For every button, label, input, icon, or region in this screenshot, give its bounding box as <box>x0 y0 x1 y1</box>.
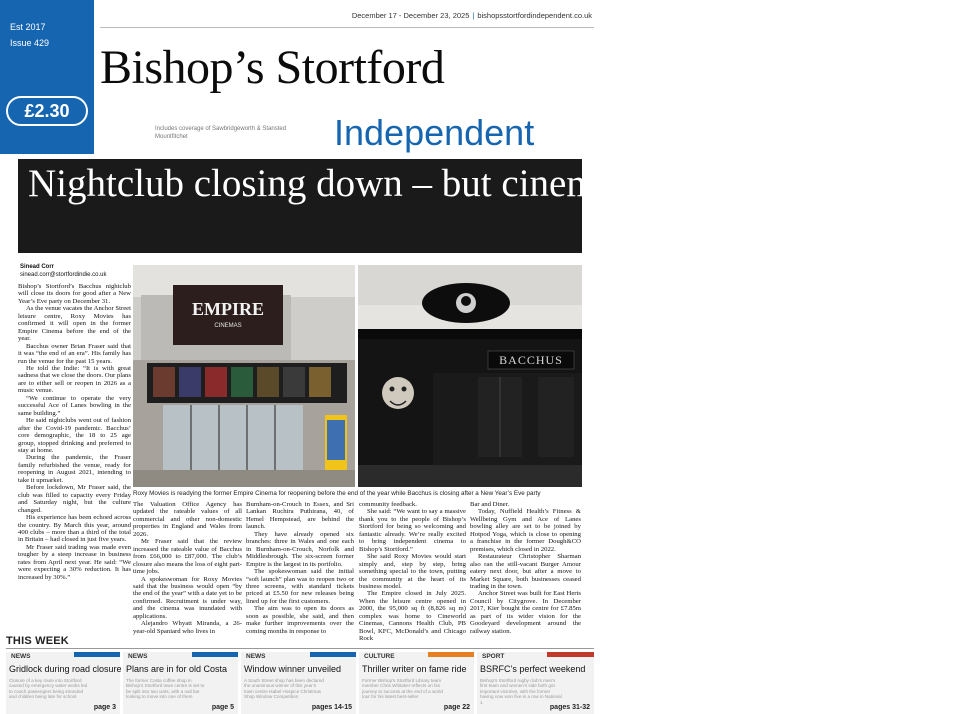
article-paragraph: She said: “We want to say a massive thank you to the people of Bishop’s Stortford for being so welcoming and fantastic already. We’re really excited to bring independent cinema to Bishop’s Stortford.” <box>359 508 466 553</box>
article-paragraph: She said Roxy Movies would start simply and, step by step, bring something special to the town, putting the community at the heart of its business model. <box>359 553 466 590</box>
article-paragraph: Anchor Street was built for East Herts Council by Citygrove. In December 2017, Kier bought the centre for £7.85m as part of its wider vision for the Goodeyard development around the railway station. <box>470 590 581 635</box>
price-badge: £2.30 <box>6 96 88 126</box>
bacchus-illustration <box>358 265 582 487</box>
promo-headline[interactable]: Plans are in for old Costa <box>126 664 228 674</box>
article-paragraph: Today, Nuffield Health’s Fitness & Wellbeing Gym and Ace of Lanes bowling alley are set to be joined by Hotpod Yoga, which is close to opening a franchise in the former Dough&CO premises, which closed in 2022. <box>470 508 581 553</box>
promo-card-thriller[interactable] <box>359 652 474 714</box>
promo-card-bsrfc[interactable] <box>477 652 594 714</box>
promo-page-ref: page 5 <box>211 704 234 711</box>
article-paragraph: “We continue to operate the very successful Ace of Lanes bowling in the same building.” <box>18 394 131 417</box>
promo-accent-bar <box>428 652 474 657</box>
dateline <box>300 11 592 20</box>
this-week-rule <box>6 648 594 649</box>
bacchus-nightclub-photo <box>358 265 582 487</box>
promo-page-ref: page 3 <box>93 704 116 711</box>
masthead-title: Bishop’s Stortford <box>100 41 445 94</box>
article-paragraph: They have already opened six branches: three in Wales and one each in Burnham-on-Crouch, Norfolk and Middlesbrough. The six-screen former Empire is the largest in its portfolio. <box>246 530 354 568</box>
promo-headline[interactable]: Thriller writer on fame ride <box>362 664 467 674</box>
article-paragraph: The aim was to open its doors as soon as possible, she said, and then make further improvements over the coming months in response to <box>246 605 354 635</box>
promo-accent-bar <box>192 652 238 657</box>
headline: Nightclub closing down – but cinema to open by end of year <box>28 162 974 205</box>
article-paragraph: Bishop’s Stortford’s Bacchus nightclub will close its doors for good after a New Year’s Eve party on December 31. <box>18 283 131 305</box>
promo-tag: CULTURE <box>364 653 395 660</box>
promo-accent-bar <box>310 652 356 657</box>
empire-sign-sub: CINEMAS <box>214 323 242 329</box>
article-paragraph: Mr Fraser said trading was made even tougher by a steep increase in business rates from April next year. He said: “We were expecting a 30% reduction. It has increased by 30%.” <box>18 543 131 581</box>
this-week-heading: THIS WEEK <box>6 635 69 647</box>
established-label: Est 2017 <box>10 22 46 32</box>
article-paragraph: Mr Fraser said that the review increased the rateable value of Bacchus from £66,000 to £87,000. The club’s closure also means the loss of eight part-time jobs. <box>133 538 243 576</box>
article-paragraph: Before lockdown, Mr Fraser said, the club was filled to capacity every Friday and Saturday night, but the culture changed. <box>18 484 131 514</box>
article-column-5 <box>470 501 581 635</box>
promo-tag: NEWS <box>11 653 31 660</box>
article-paragraph: During the pandemic, the Fraser family refurbished the venue, ready for reopening in August 2021, intending to take it upmarket. <box>18 454 131 484</box>
promo-blurb: A South Street shop has been declared the unanimous winner of this year’s town centre Isabel Hospice Christmas Shop Window Competition <box>244 678 324 700</box>
masthead-rule <box>100 27 594 28</box>
issue-number: Issue 429 <box>10 38 50 48</box>
article-paragraph: Restaurateur Christopher Sharman also ran the still-vacant Burger Amour eatery next door, but after a move to Market Square, both businesses ceased trading in the town. <box>470 553 581 590</box>
promo-page-ref: pages 31-32 <box>549 704 590 711</box>
article-column-2 <box>133 501 242 635</box>
bacchus-sign: BACCHUS <box>499 353 563 367</box>
promo-blurb: Closure of a key route into Stortford caused by emergency water works led to coach passengers being stranded and children being late for school <box>9 678 88 700</box>
promo-page-ref: page 22 <box>443 704 470 711</box>
byline <box>20 264 132 279</box>
promo-blurb: Former Bishop’s Stortford Library team member Chris Whitaker reflects on his journey to success at the end of a world tour for his latest best-seller <box>362 678 443 700</box>
article-column-3 <box>246 501 354 635</box>
article-paragraph: Burnham-on-Crouch in Essex, and Sri Lankan Ruchira Puthirana, 40, of Hemel Hempstead, are behind the launch. <box>246 501 354 531</box>
promo-tag: SPORT <box>482 653 505 660</box>
empire-cinema-illustration <box>133 265 355 487</box>
promo-card-gridlock[interactable] <box>6 652 120 714</box>
promo-blurb: The former Costa coffee shop in Bishop’s Stortford town centre is set to be split into two units, with a nail bar looking to move into one of them <box>126 678 205 700</box>
article-paragraph: The Empire closed in July 2025. When the leisure centre opened in 2000, the 95,000 sq ft (8,826 sq m) complex was home to Cineworld Cinemas, Cannons Health Club, PB Bowl, KFC, McDonald’s and Chicago Rock <box>359 590 466 643</box>
promo-tag: NEWS <box>128 653 148 660</box>
dateline-separator: | <box>472 11 475 20</box>
promo-tag: NEWS <box>246 653 266 660</box>
article-paragraph: He told the Indie: “It is with great sadness that we close the doors. Our plans are to either sell or reopen in 2026 as a music venue. <box>18 364 131 395</box>
article-column-1 <box>18 283 131 581</box>
headline-banner <box>18 159 974 253</box>
coverage-note: Includes coverage of Sawbridgeworth & Stansted Mountfitchet <box>155 126 287 140</box>
masthead-subtitle: Independent <box>334 112 535 153</box>
empire-sign: EMPIRE <box>192 299 264 319</box>
article-paragraph: Bar and Diner. <box>470 501 510 508</box>
promo-blurb: Bishop’s Stortford rugby club’s men’s first team and women’s side both got important victories, with the former having now won five in a row in National 1 <box>480 678 562 705</box>
article-paragraph: The spokeswoman said the initial “soft launch” plan was to reopen two or three screens, with standard tickets priced at £5.50 for new releases being lined up for the first customers. <box>246 568 354 605</box>
masthead-badge <box>0 0 94 154</box>
promo-page-ref: pages 14-15 <box>311 704 352 711</box>
promo-headline[interactable]: BSRFC’s perfect weekend <box>480 664 586 674</box>
article-paragraph: As the venue vacates the Anchor Street leisure centre, Roxy Movies has confirmed it will open in the former Empire Cinema before the end of the year. <box>18 305 131 343</box>
empire-cinema-photo <box>133 265 355 487</box>
article-paragraph: His experience has been echoed across the country. By March this year, around 400 clubs – more than a third of the total in Britain – had closed in just five years. <box>18 514 131 544</box>
article-column-4 <box>359 501 466 643</box>
website-link[interactable]: bishopsstortfordindependent.co.uk <box>477 11 592 20</box>
promo-accent-bar <box>74 652 120 657</box>
article-paragraph: He said nightclubs went out of fashion after the Covid-19 pandemic. Bacchus’ core demographic, the 18 to 25 age group, stopped drinking and preferred to stay at home. <box>18 417 131 454</box>
promo-accent-bar <box>547 652 594 657</box>
photo-caption: Roxy Movies is readying the former Empire Cinema for reopening before the end of the year while Bacchus is closing after a New Year’s Eve party <box>133 490 541 497</box>
promo-headline[interactable]: Gridlock during road closure <box>9 664 122 674</box>
promo-card-window[interactable] <box>241 652 356 714</box>
article-paragraph: community feedback. <box>359 501 417 508</box>
article-paragraph: The Valuation Office Agency has updated the rateable values of all commercial and other non-domestic properties in England and Wales from 2026. <box>133 501 242 538</box>
date-range: December 17 - December 23, 2025 <box>351 11 470 20</box>
article-paragraph: Alejandro Whyatt Miranda, a 26-year-old Spaniard who lives in <box>133 620 242 635</box>
promo-headline[interactable]: Window winner unveiled <box>244 664 342 674</box>
byline-name: Sinead Corr <box>20 264 55 270</box>
article-paragraph: A spokeswoman for Roxy Movies said that the business would open “by the end of the year” with a date yet to be confirmed. Recruitment is under way, and the cinema was inundated with applications. <box>133 575 242 620</box>
article-paragraph: Bacchus owner Brian Fraser said that it was “the end of an era”. His family has run the venue for the past 15 years. <box>18 342 131 365</box>
promo-card-costa[interactable] <box>123 652 238 714</box>
byline-email[interactable]: sinead.corr@stortfordindie.co.uk <box>20 271 107 278</box>
